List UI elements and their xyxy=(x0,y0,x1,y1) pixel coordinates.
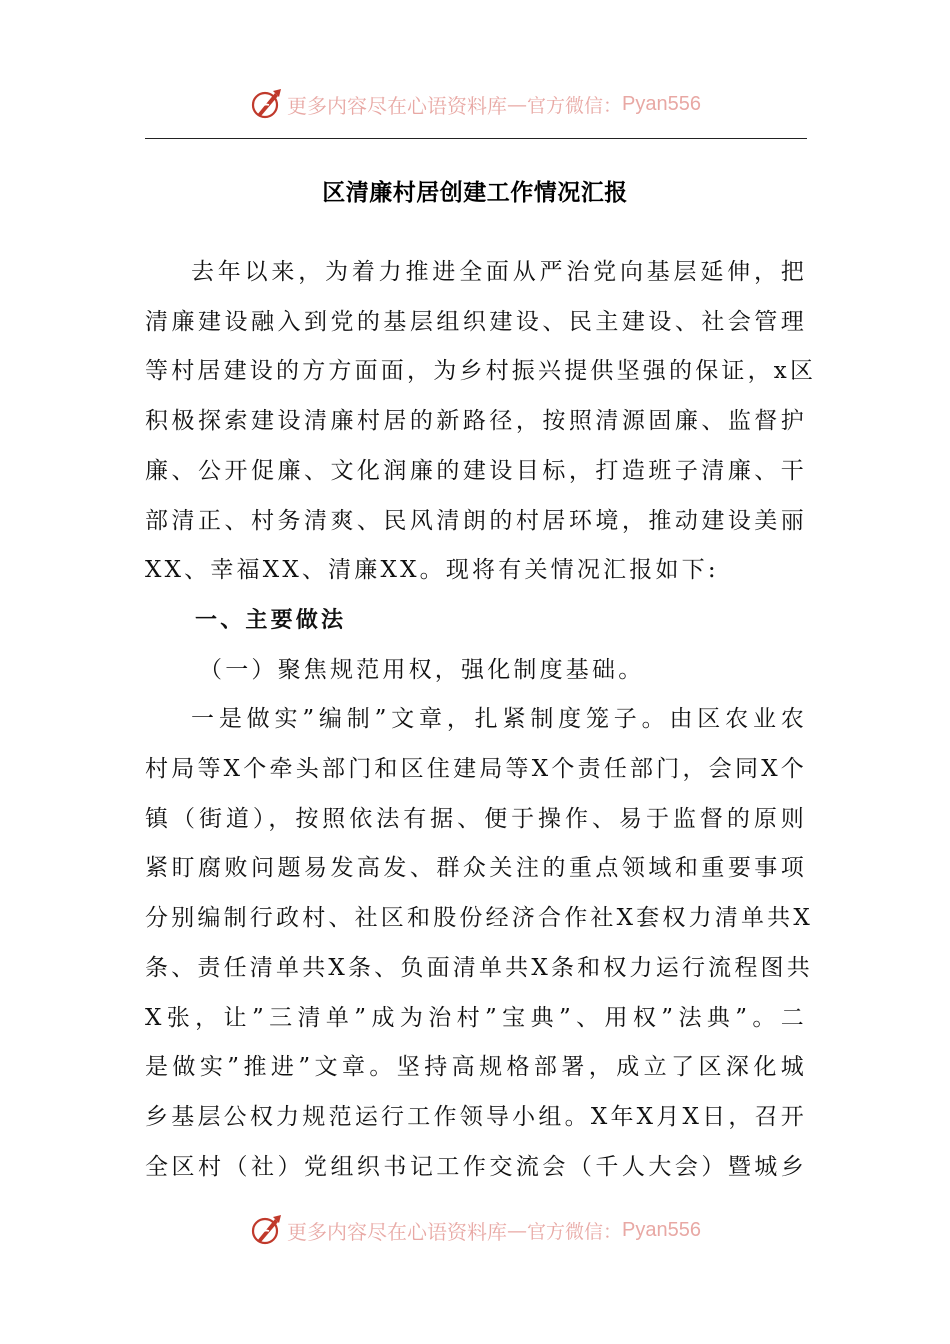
text-line: 等村居建设的方方面面，为乡村振兴提供坚强的保证，x区 xyxy=(145,358,817,385)
text-line: X张，让”三清单”成为治村”宝典”、用权”法典”。二 xyxy=(145,1004,807,1031)
header-wechat-id: Pyan556 xyxy=(622,92,701,115)
footer-brand: 更多内容尽在心语资料库 xyxy=(287,1219,507,1244)
quill-logo-icon xyxy=(249,1213,283,1247)
text-line: 乡基层公权力规范运行工作领导小组。X年X月X日，召开 xyxy=(145,1103,807,1130)
text-line: 廉、公开促廉、文化润廉的建设目标，打造班子清廉、干 xyxy=(145,457,807,484)
header-wechat-label: 官方微信： xyxy=(527,94,623,117)
text-line: 部清正、村务清爽、民风清朗的村居环境，推动建设美丽 xyxy=(145,507,807,534)
text-line: 镇（街道），按照依法有据、便于操作、易于监督的原则 xyxy=(145,805,807,832)
text-line: 积极探索建设清廉村居的新路径，按照清源固廉、监督护 xyxy=(145,408,807,435)
document-title: 区清廉村居创建工作情况汇报 xyxy=(322,179,628,206)
intro-paragraph xyxy=(145,248,817,596)
header-separator: — xyxy=(507,92,527,116)
text-line: 去年以来，为着力推进全面从严治党向基层延伸，把 xyxy=(191,259,807,285)
text-line: 条、责任清单共X条、负面清单共X条和权力运行流程图共 xyxy=(145,954,813,981)
quill-logo-icon xyxy=(249,87,283,121)
header-divider xyxy=(145,138,807,139)
body-paragraph xyxy=(145,695,813,1192)
text-line: XX、幸福XX、清廉XX。现将有关情况汇报如下: xyxy=(145,557,719,584)
text-line: 清廉建设融入到党的基层组织建设、民主建设、社会管理 xyxy=(145,308,807,335)
footer-wechat-id: Pyan556 xyxy=(622,1218,701,1241)
text-line: 紧盯腐败问题易发高发、群众关注的重点领域和重要事项 xyxy=(145,855,807,882)
document-body xyxy=(145,248,817,1192)
text-line: 全区村（社）党组织书记工作交流会（千人大会）暨城乡 xyxy=(145,1153,807,1180)
footer-wechat-label: 官方微信： xyxy=(527,1220,623,1243)
text-line: 分别编制行政村、社区和股份经济合作社X套权力清单共X xyxy=(145,905,813,932)
subsection-heading: （一）聚焦规范用权，强化制度基础。 xyxy=(199,656,645,683)
text-line: 是做实”推进”文章。坚持高规格部署，成立了区深化城 xyxy=(145,1054,807,1081)
page-header xyxy=(0,82,950,126)
text-line: 村局等X个牵头部门和区住建局等X个责任部门，会同X个 xyxy=(145,756,807,783)
footer-separator: — xyxy=(507,1218,527,1242)
section-heading: 一、主要做法 xyxy=(195,607,347,633)
text-line: 一是做实”编制”文章，扎紧制度笼子。由区农业农 xyxy=(191,706,807,733)
page-footer xyxy=(0,1208,950,1252)
header-brand: 更多内容尽在心语资料库 xyxy=(287,93,507,118)
